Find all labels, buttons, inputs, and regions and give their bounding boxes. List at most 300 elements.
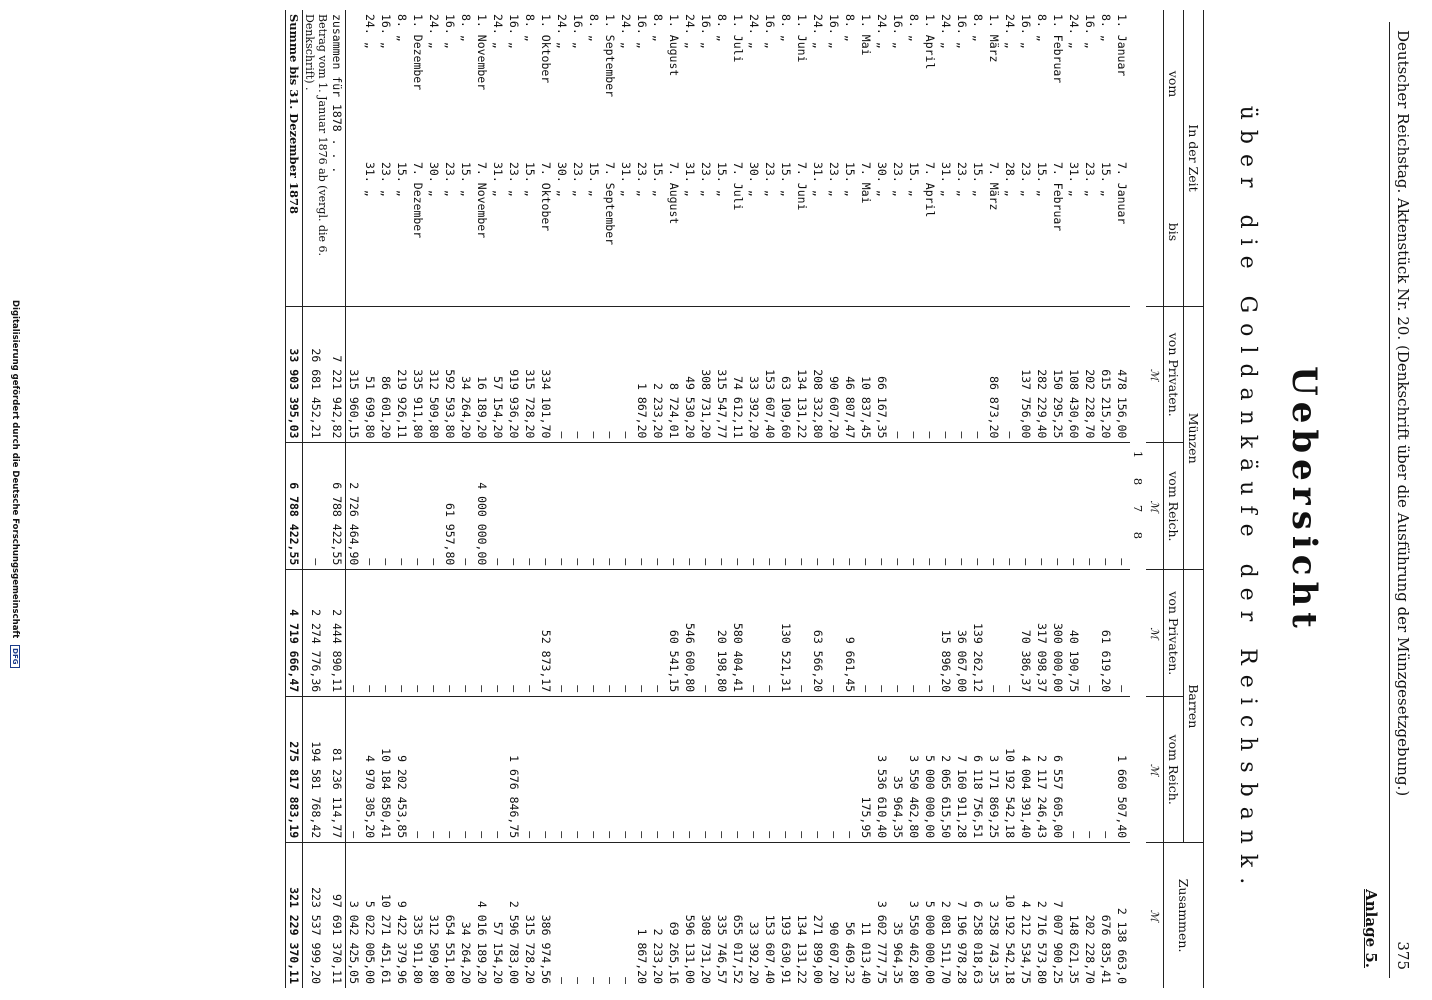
date-to-cell: 7. Januar — [1115, 162, 1129, 225]
amount-cell: 33 392,20 — [746, 307, 762, 443]
amount-cell: — — [442, 697, 458, 843]
table-row — [970, 10, 986, 988]
amount-cell: 308 731,20 — [698, 843, 714, 988]
table-row — [874, 10, 890, 988]
amount-cell: 3 536 610,40 — [874, 697, 890, 843]
amount-cell: — — [954, 443, 970, 570]
amount-cell: 4 016 189,20 — [474, 843, 490, 988]
table-row — [1114, 10, 1130, 988]
amount-cell: 317 098,37 — [1034, 570, 1050, 697]
amount-cell: 1 660 507,40 — [1114, 697, 1130, 843]
amount-cell: 202 228,70 — [1082, 843, 1098, 988]
amount-cell: — — [362, 443, 378, 570]
date-to-cell: 23. „ — [891, 162, 905, 197]
amount-cell: 86 601,20 — [378, 307, 394, 443]
amount-cell: — — [490, 697, 506, 843]
cell: 2 274 776,36 — [303, 570, 330, 697]
date-from-cell: 8. „ — [779, 14, 793, 42]
amount-cell: 282 229,40 — [1034, 307, 1050, 443]
amount-cell: — — [1066, 443, 1082, 570]
amount-cell: — — [410, 570, 426, 697]
amount-cell: — — [746, 443, 762, 570]
date-from-cell: 1. September — [603, 14, 617, 98]
cell: 4 719 666,47 — [286, 570, 303, 697]
table-row — [938, 10, 954, 988]
date-from-cell: 16. „ — [1019, 14, 1033, 49]
date-from-cell: 1. März — [987, 14, 1001, 63]
amount-cell: 36 067,00 — [954, 570, 970, 697]
amount-cell: 655 017,52 — [730, 843, 746, 988]
table-row — [714, 10, 730, 988]
amount-cell: — — [474, 697, 490, 843]
date-to-cell: 23. „ — [507, 162, 521, 197]
date-to-cell: 31. „ — [939, 162, 953, 197]
dfg-logo: DFG — [10, 645, 20, 667]
table-row — [842, 10, 858, 988]
amount-cell: — — [778, 443, 794, 570]
amount-cell: 193 630,91 — [778, 843, 794, 988]
date-to-cell: 23. „ — [635, 162, 649, 197]
date-to-cell: 7. November — [475, 162, 489, 239]
amount-cell: — — [426, 570, 442, 697]
amount-cell: 153 607,40 — [762, 307, 778, 443]
amount-cell: 592 593,80 — [442, 307, 458, 443]
table-row — [1098, 10, 1114, 988]
amount-cell: — — [426, 443, 442, 570]
amount-cell: — — [586, 697, 602, 843]
amount-cell: 596 131,00 — [682, 843, 698, 988]
amount-cell: — — [554, 843, 570, 988]
amount-cell: — — [634, 697, 650, 843]
table-row — [1034, 10, 1050, 988]
date-from-cell: 16. „ — [443, 14, 457, 49]
date-to-cell: 23. „ — [571, 162, 585, 197]
date-from-cell: 16. „ — [763, 14, 777, 49]
amount-cell: 40 190,75 — [1066, 570, 1082, 697]
cell: 194 581 768,42 — [303, 697, 330, 843]
table-row — [682, 10, 698, 988]
date-to-cell: 7. Juli — [731, 162, 745, 211]
amount-cell: — — [602, 697, 618, 843]
amount-cell: 9 661,45 — [842, 570, 858, 697]
date-from-cell: 24. „ — [555, 14, 569, 49]
date-to-cell: 23. „ — [1083, 162, 1097, 197]
amount-cell: — — [586, 307, 602, 443]
amount-cell: — — [378, 570, 394, 697]
amount-cell: — — [506, 443, 522, 570]
amount-cell: — — [858, 443, 874, 570]
amount-cell: — — [506, 570, 522, 697]
gold-purchases-table — [285, 10, 1204, 988]
amount-cell: — — [698, 570, 714, 697]
zusammen-header: Zusammen. — [1164, 843, 1204, 988]
amount-cell: 208 332,80 — [810, 307, 826, 443]
amount-cell: — — [586, 843, 602, 988]
unit-label: ℳ — [1146, 843, 1164, 988]
amount-cell: — — [554, 697, 570, 843]
amount-cell: 7 160 911,28 — [954, 697, 970, 843]
amount-cell: — — [1050, 443, 1066, 570]
date-from-cell: 16. „ — [507, 14, 521, 49]
amount-cell: 3 171 869,25 — [986, 697, 1002, 843]
amount-cell: — — [362, 570, 378, 697]
amount-cell: 33 392,20 — [746, 843, 762, 988]
amount-cell: — — [1098, 443, 1114, 570]
cell: 2 444 890,11 — [329, 570, 346, 697]
amount-cell: — — [970, 443, 986, 570]
date-to-cell: 7. Februar — [1051, 162, 1065, 232]
amount-cell: — — [346, 570, 363, 697]
amount-cell: 615 215,20 — [1098, 307, 1114, 443]
amount-cell: 3 550 462,80 — [906, 697, 922, 843]
date-to-cell: 28. „ — [1003, 162, 1017, 197]
sum-label: zusammen für 1878 . . . — [329, 10, 346, 307]
amount-cell: — — [1066, 697, 1082, 843]
amount-cell: — — [458, 697, 474, 843]
table-row — [618, 10, 634, 988]
date-from-cell: 24. „ — [363, 14, 377, 49]
amount-cell: — — [810, 697, 826, 843]
amount-cell: — — [602, 307, 618, 443]
amount-cell: — — [1114, 570, 1130, 697]
table-row — [778, 10, 794, 988]
date-from-cell: 24. „ — [683, 14, 697, 49]
date-from-cell: 1. Oktober — [539, 14, 553, 84]
date-from-cell: 16. „ — [1083, 14, 1097, 49]
amount-cell: 57 154,20 — [490, 307, 506, 443]
amount-cell: — — [714, 697, 730, 843]
amount-cell: 9 202 453,85 — [394, 697, 410, 843]
table-row — [1050, 10, 1066, 988]
table-row — [1002, 10, 1018, 988]
amount-cell: — — [890, 570, 906, 697]
table-row — [506, 10, 522, 988]
amount-cell: — — [906, 443, 922, 570]
date-to-cell: 15. „ — [907, 162, 921, 197]
date-from-cell: 24. „ — [427, 14, 441, 49]
date-to-cell: 15. „ — [1035, 162, 1049, 197]
amount-cell: 90 607,20 — [826, 843, 842, 988]
amount-cell: 5 000 000,00 — [922, 697, 938, 843]
amount-cell: 10 192 542,18 — [1002, 697, 1018, 843]
date-to-cell: 15. „ — [523, 162, 537, 197]
table-row — [378, 10, 394, 988]
amount-cell: 300 000,00 — [1050, 570, 1066, 697]
amount-cell: 35 964,35 — [890, 697, 906, 843]
table-row — [650, 10, 666, 988]
date-from-cell: 8. „ — [843, 14, 857, 42]
unit-label: ℳ — [1146, 307, 1164, 443]
amount-cell: — — [618, 307, 634, 443]
amount-cell: — — [522, 697, 538, 843]
date-to-cell: 31. „ — [491, 162, 505, 197]
bis-header: bis — [1164, 158, 1184, 307]
amount-cell: 66 167,35 — [874, 307, 890, 443]
date-to-cell: 30. „ — [875, 162, 889, 197]
date-to-cell: 31. „ — [811, 162, 825, 197]
table-row — [522, 10, 538, 988]
amount-cell: — — [410, 443, 426, 570]
amount-cell: — — [666, 443, 682, 570]
amount-cell: — — [474, 570, 490, 697]
amount-cell: 61 957,80 — [442, 443, 458, 570]
date-from-cell: 8. „ — [651, 14, 665, 42]
amount-cell: 271 899,00 — [810, 843, 826, 988]
amount-cell: 6 557 605,00 — [1050, 697, 1066, 843]
page-subtitle: über die Goldankäufe der Reichsbank. — [1235, 105, 1260, 895]
amount-cell: 4 212 534,75 — [1018, 843, 1034, 988]
grand-total-row — [286, 10, 303, 988]
appendix-label: Anlage 5. — [1362, 889, 1380, 968]
amount-cell: — — [810, 443, 826, 570]
date-to-cell: 15. „ — [1099, 162, 1113, 197]
cell: 321 229 370,11 — [286, 843, 303, 988]
table-row — [490, 10, 506, 988]
amount-cell: 3 258 743,35 — [986, 843, 1002, 988]
amount-cell: — — [794, 570, 810, 697]
amount-cell: — — [986, 570, 1002, 697]
barren-privat-header: von Privaten. — [1164, 570, 1184, 697]
date-from-cell: 1. Februar — [1051, 14, 1065, 84]
amount-cell: 335 911,80 — [410, 843, 426, 988]
cell: — — [303, 443, 330, 570]
amount-cell: — — [602, 570, 618, 697]
amount-cell: 10 837,45 — [858, 307, 874, 443]
amount-cell: 10 184 850,41 — [378, 697, 394, 843]
amount-cell: — — [922, 570, 938, 697]
amount-cell: 148 621,35 — [1066, 843, 1082, 988]
date-from-cell: 1. April — [923, 14, 937, 70]
credit-text: Digitalisierung gefördert durch die Deutsche Forschungsgemeinschaft — [10, 300, 20, 639]
amount-cell: 7 196 978,28 — [954, 843, 970, 988]
amount-cell: 52 873,17 — [538, 570, 554, 697]
amount-cell: 10 192 542,18 — [1002, 843, 1018, 988]
date-from-cell: 24. „ — [1003, 14, 1017, 49]
date-from-cell: 16. „ — [955, 14, 969, 49]
date-from-cell: 8. „ — [587, 14, 601, 42]
amount-cell: 60 541,15 — [666, 570, 682, 697]
amount-cell: 2 716 573,80 — [1034, 843, 1050, 988]
date-from-cell: 1. Mai — [859, 14, 873, 56]
amount-cell: — — [442, 570, 458, 697]
amount-cell: 312 509,80 — [426, 307, 442, 443]
amount-cell: — — [394, 443, 410, 570]
amount-cell: — — [458, 443, 474, 570]
amount-cell: 34 264,20 — [458, 307, 474, 443]
cell: 33 903 395,03 — [286, 307, 303, 443]
amount-cell: 2 726 464,90 — [346, 443, 363, 570]
date-to-cell: 23. „ — [699, 162, 713, 197]
amount-cell: 15 896,20 — [938, 570, 954, 697]
date-from-cell: 1. November — [475, 14, 489, 91]
cell: 97 691 370,11 — [329, 843, 346, 988]
amount-cell: 57 154,20 — [490, 843, 506, 988]
amount-cell: — — [730, 443, 746, 570]
amount-cell: 2 233,20 — [650, 307, 666, 443]
amount-cell: — — [794, 443, 810, 570]
muenzen-privat-header: von Privaten. — [1164, 307, 1184, 443]
date-to-cell: 7. Mai — [859, 162, 873, 204]
date-from-cell: 8. „ — [1035, 14, 1049, 42]
date-from-cell: 1. Juli — [731, 14, 745, 63]
amount-cell: — — [938, 307, 954, 443]
amount-cell: 3 550 462,80 — [906, 843, 922, 988]
table-row — [826, 10, 842, 988]
header-rule — [1389, 22, 1390, 978]
amount-cell: — — [874, 443, 890, 570]
amount-cell: 63 566,20 — [810, 570, 826, 697]
amount-cell: — — [1002, 443, 1018, 570]
table-row — [1018, 10, 1034, 988]
date-to-cell: 15. „ — [715, 162, 729, 197]
date-to-cell: 30. „ — [555, 162, 569, 197]
amount-cell: 134 131,22 — [794, 307, 810, 443]
date-to-cell — [346, 158, 363, 307]
unit-label: ℳ — [1146, 443, 1164, 570]
amount-cell: — — [826, 570, 842, 697]
amount-cell: 74 612,11 — [730, 307, 746, 443]
amount-cell: — — [650, 697, 666, 843]
amount-cell: 139 262,12 — [970, 570, 986, 697]
amount-cell: 315 547,77 — [714, 307, 730, 443]
date-from-cell: 8. „ — [395, 14, 409, 42]
date-to-cell: 31. „ — [1067, 162, 1081, 197]
date-from-cell: 8. „ — [1099, 14, 1113, 42]
amount-cell: 2 596 783,00 — [506, 843, 522, 988]
amount-cell: 9 422 379,96 — [394, 843, 410, 988]
date-from-cell: 16. „ — [379, 14, 393, 49]
date-from-cell: 24. „ — [619, 14, 633, 49]
table-row — [810, 10, 826, 988]
amount-cell: — — [602, 843, 618, 988]
amount-cell: 34 264,20 — [458, 843, 474, 988]
table-row — [538, 10, 554, 988]
table-row — [362, 10, 378, 988]
table-row — [410, 10, 426, 988]
date-from-cell: 1. Juni — [795, 14, 809, 63]
cell: 81 236 114,77 — [329, 697, 346, 843]
amount-cell: 5 022 005,00 — [362, 843, 378, 988]
amount-cell: — — [570, 697, 586, 843]
amount-cell: 2 081 511,70 — [938, 843, 954, 988]
amount-cell: — — [650, 570, 666, 697]
amount-cell: 69 265,16 — [666, 843, 682, 988]
amount-cell: 46 807,47 — [842, 307, 858, 443]
date-to-cell: 23. „ — [379, 162, 393, 197]
amount-cell: — — [570, 570, 586, 697]
amount-cell: 70 386,37 — [1018, 570, 1034, 697]
date-from-cell: 24. „ — [1067, 14, 1081, 49]
amount-cell: — — [522, 443, 538, 570]
previous-label: Betrag vom 1. Januar 1876 ab (vergl. die 6. Denkschrift) . — [303, 14, 329, 257]
date-from-cell: 8. „ — [715, 14, 729, 42]
date-from-cell: 1. August — [667, 14, 681, 77]
amount-cell: 86 873,20 — [986, 307, 1002, 443]
amount-cell: 334 101,70 — [538, 307, 554, 443]
grand-total-label: Summe bis 31. Dezember 1878 — [286, 10, 303, 307]
amount-cell: — — [586, 443, 602, 570]
date-to-cell: 23. „ — [827, 162, 841, 197]
amount-cell: — — [714, 443, 730, 570]
table-row — [634, 10, 650, 988]
amount-cell: — — [698, 443, 714, 570]
amount-cell: — — [954, 307, 970, 443]
amount-cell: — — [554, 307, 570, 443]
amount-cell: 6 258 018,63 — [970, 843, 986, 988]
amount-cell: — — [682, 443, 698, 570]
amount-cell: 153 607,40 — [762, 843, 778, 988]
amount-cell: 130 521,31 — [778, 570, 794, 697]
amount-cell: — — [378, 443, 394, 570]
cell: 26 681 452,21 — [303, 307, 330, 443]
amount-cell: — — [490, 570, 506, 697]
amount-cell: — — [762, 697, 778, 843]
amount-cell: 2 065 615,50 — [938, 697, 954, 843]
amount-cell: — — [826, 697, 842, 843]
previous-row — [303, 10, 330, 988]
cell: 7 221 942,82 — [329, 307, 346, 443]
amount-cell: 6 118 756,51 — [970, 697, 986, 843]
amount-cell: 202 228,70 — [1082, 307, 1098, 443]
date-to-cell: 15. „ — [651, 162, 665, 197]
amount-cell: — — [1082, 570, 1098, 697]
amount-cell: 16 189,20 — [474, 307, 490, 443]
page-title: Uebersicht — [1284, 366, 1324, 634]
date-from-cell: 16. „ — [891, 14, 905, 49]
table-row — [858, 10, 874, 988]
table-row — [698, 10, 714, 988]
date-from-cell: 8. „ — [907, 14, 921, 42]
date-from-cell: 8. „ — [971, 14, 985, 42]
date-to-cell: 7. März — [987, 162, 1001, 211]
amount-cell: — — [842, 443, 858, 570]
amount-cell: 56 469,32 — [842, 843, 858, 988]
amount-cell: — — [426, 697, 442, 843]
amount-cell: 919 936,20 — [506, 307, 522, 443]
amount-cell: — — [650, 443, 666, 570]
amount-cell: — — [730, 697, 746, 843]
amount-cell: — — [906, 307, 922, 443]
amount-cell: — — [858, 570, 874, 697]
date-to-cell: 15. „ — [587, 162, 601, 197]
amount-cell: 11 013,40 — [858, 843, 874, 988]
amount-cell: 2 233,20 — [650, 843, 666, 988]
amount-cell: — — [778, 697, 794, 843]
amount-cell: — — [618, 443, 634, 570]
table-row — [954, 10, 970, 988]
amount-cell: 150 295,25 — [1050, 307, 1066, 443]
amount-cell: — — [1082, 443, 1098, 570]
amount-cell: — — [1098, 697, 1114, 843]
amount-cell: — — [938, 443, 954, 570]
table-row — [458, 10, 474, 988]
date-to-cell: 7. Dezember — [411, 162, 425, 239]
amount-cell: — — [570, 307, 586, 443]
table-row — [442, 10, 458, 988]
date-to-cell: 31. „ — [619, 162, 633, 197]
date-from-cell: 24. „ — [747, 14, 761, 49]
date-from-cell: 16. „ — [699, 14, 713, 49]
date-to-cell: 31. „ — [683, 162, 697, 197]
amount-cell: 315 728,20 — [522, 843, 538, 988]
amount-cell: 2 117 246,43 — [1034, 697, 1050, 843]
period-header: In der Zeit — [1184, 10, 1204, 307]
date-from-cell: 16. „ — [571, 14, 585, 49]
date-to-cell: 31. „ — [363, 162, 377, 197]
amount-cell: 20 198,80 — [714, 570, 730, 697]
amount-cell: — — [570, 443, 586, 570]
amount-cell: — — [746, 570, 762, 697]
